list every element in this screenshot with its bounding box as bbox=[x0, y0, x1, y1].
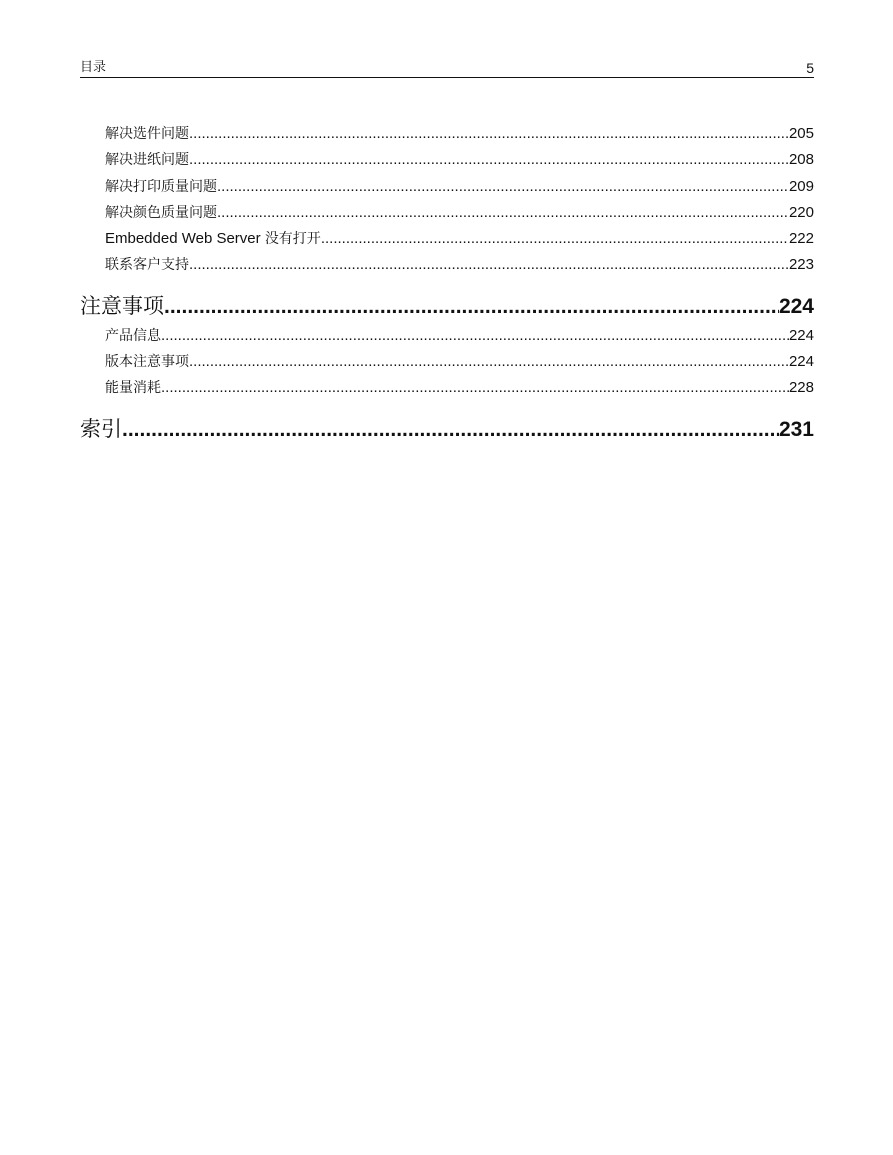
toc-entry-page: 224 bbox=[788, 326, 814, 344]
toc-chapter-label: 索引 bbox=[80, 416, 122, 441]
toc-leader-dots bbox=[321, 226, 789, 252]
toc-entry-label: 产品信息 bbox=[105, 327, 161, 344]
toc-leader-dots bbox=[189, 252, 789, 278]
toc-entry-label: 解决颜色质量问题 bbox=[105, 204, 217, 221]
page-header bbox=[80, 57, 814, 78]
toc-entry-contact-support[interactable] bbox=[80, 252, 814, 278]
toc-leader-dots bbox=[161, 375, 789, 401]
toc-entry-page: 222 bbox=[788, 230, 814, 248]
toc-entry-power-consumption[interactable] bbox=[80, 375, 814, 401]
toc-entry-embedded-web-server[interactable] bbox=[80, 226, 814, 252]
toc-entry-resolve-feed-issues[interactable] bbox=[80, 147, 814, 173]
toc-chapter-label: 注意事项 bbox=[80, 293, 164, 318]
toc-leader-dots bbox=[217, 174, 789, 200]
header-page-number: 5 bbox=[806, 60, 814, 76]
toc-entry-resolve-print-quality[interactable] bbox=[80, 174, 814, 200]
header-title: 目录 bbox=[80, 60, 107, 75]
toc-entry-label: 解决进纸问题 bbox=[105, 152, 189, 169]
toc-entry-page: 209 bbox=[788, 177, 814, 195]
toc-entry-label: 版本注意事项 bbox=[105, 354, 189, 371]
toc-leader-dots bbox=[164, 290, 779, 324]
toc-leader-dots bbox=[161, 323, 789, 349]
toc-entry-resolve-option-issues[interactable] bbox=[80, 121, 814, 147]
spacer bbox=[80, 279, 814, 289]
table-of-contents bbox=[80, 121, 814, 446]
toc-entry-page: 220 bbox=[788, 203, 814, 221]
toc-leader-dots bbox=[217, 200, 789, 226]
toc-entry-label-latin: Embedded Web Server bbox=[105, 230, 261, 248]
toc-entry-product-info[interactable] bbox=[80, 323, 814, 349]
toc-leader-dots bbox=[189, 349, 789, 375]
toc-entry-label: 解决选件问题 bbox=[105, 126, 189, 142]
toc-chapter-page: 224 bbox=[778, 294, 814, 318]
toc-entry-label: 解决打印质量问题 bbox=[105, 178, 217, 195]
toc-entry-edition-notice[interactable] bbox=[80, 349, 814, 375]
toc-chapter-index[interactable] bbox=[80, 412, 814, 446]
toc-entry-page: 224 bbox=[788, 353, 814, 371]
toc-entry-page: 228 bbox=[788, 379, 814, 397]
toc-chapter-notices[interactable] bbox=[80, 289, 814, 323]
toc-entry-page: 205 bbox=[788, 125, 814, 142]
toc-entry-label: 能量消耗 bbox=[105, 380, 161, 397]
toc-entry-label bbox=[105, 226, 321, 252]
toc-entry-resolve-color-quality[interactable] bbox=[80, 200, 814, 226]
toc-leader-dots bbox=[189, 121, 789, 147]
toc-leader-dots bbox=[189, 147, 789, 173]
toc-entry-page: 208 bbox=[788, 151, 814, 169]
toc-entry-label-cjk: 没有打开 bbox=[264, 231, 321, 248]
spacer bbox=[80, 402, 814, 412]
toc-entry-page: 223 bbox=[788, 256, 814, 274]
toc-chapter-page: 231 bbox=[778, 417, 814, 441]
toc-entry-label: 联系客户支持 bbox=[105, 257, 189, 274]
toc-leader-dots bbox=[122, 413, 779, 447]
